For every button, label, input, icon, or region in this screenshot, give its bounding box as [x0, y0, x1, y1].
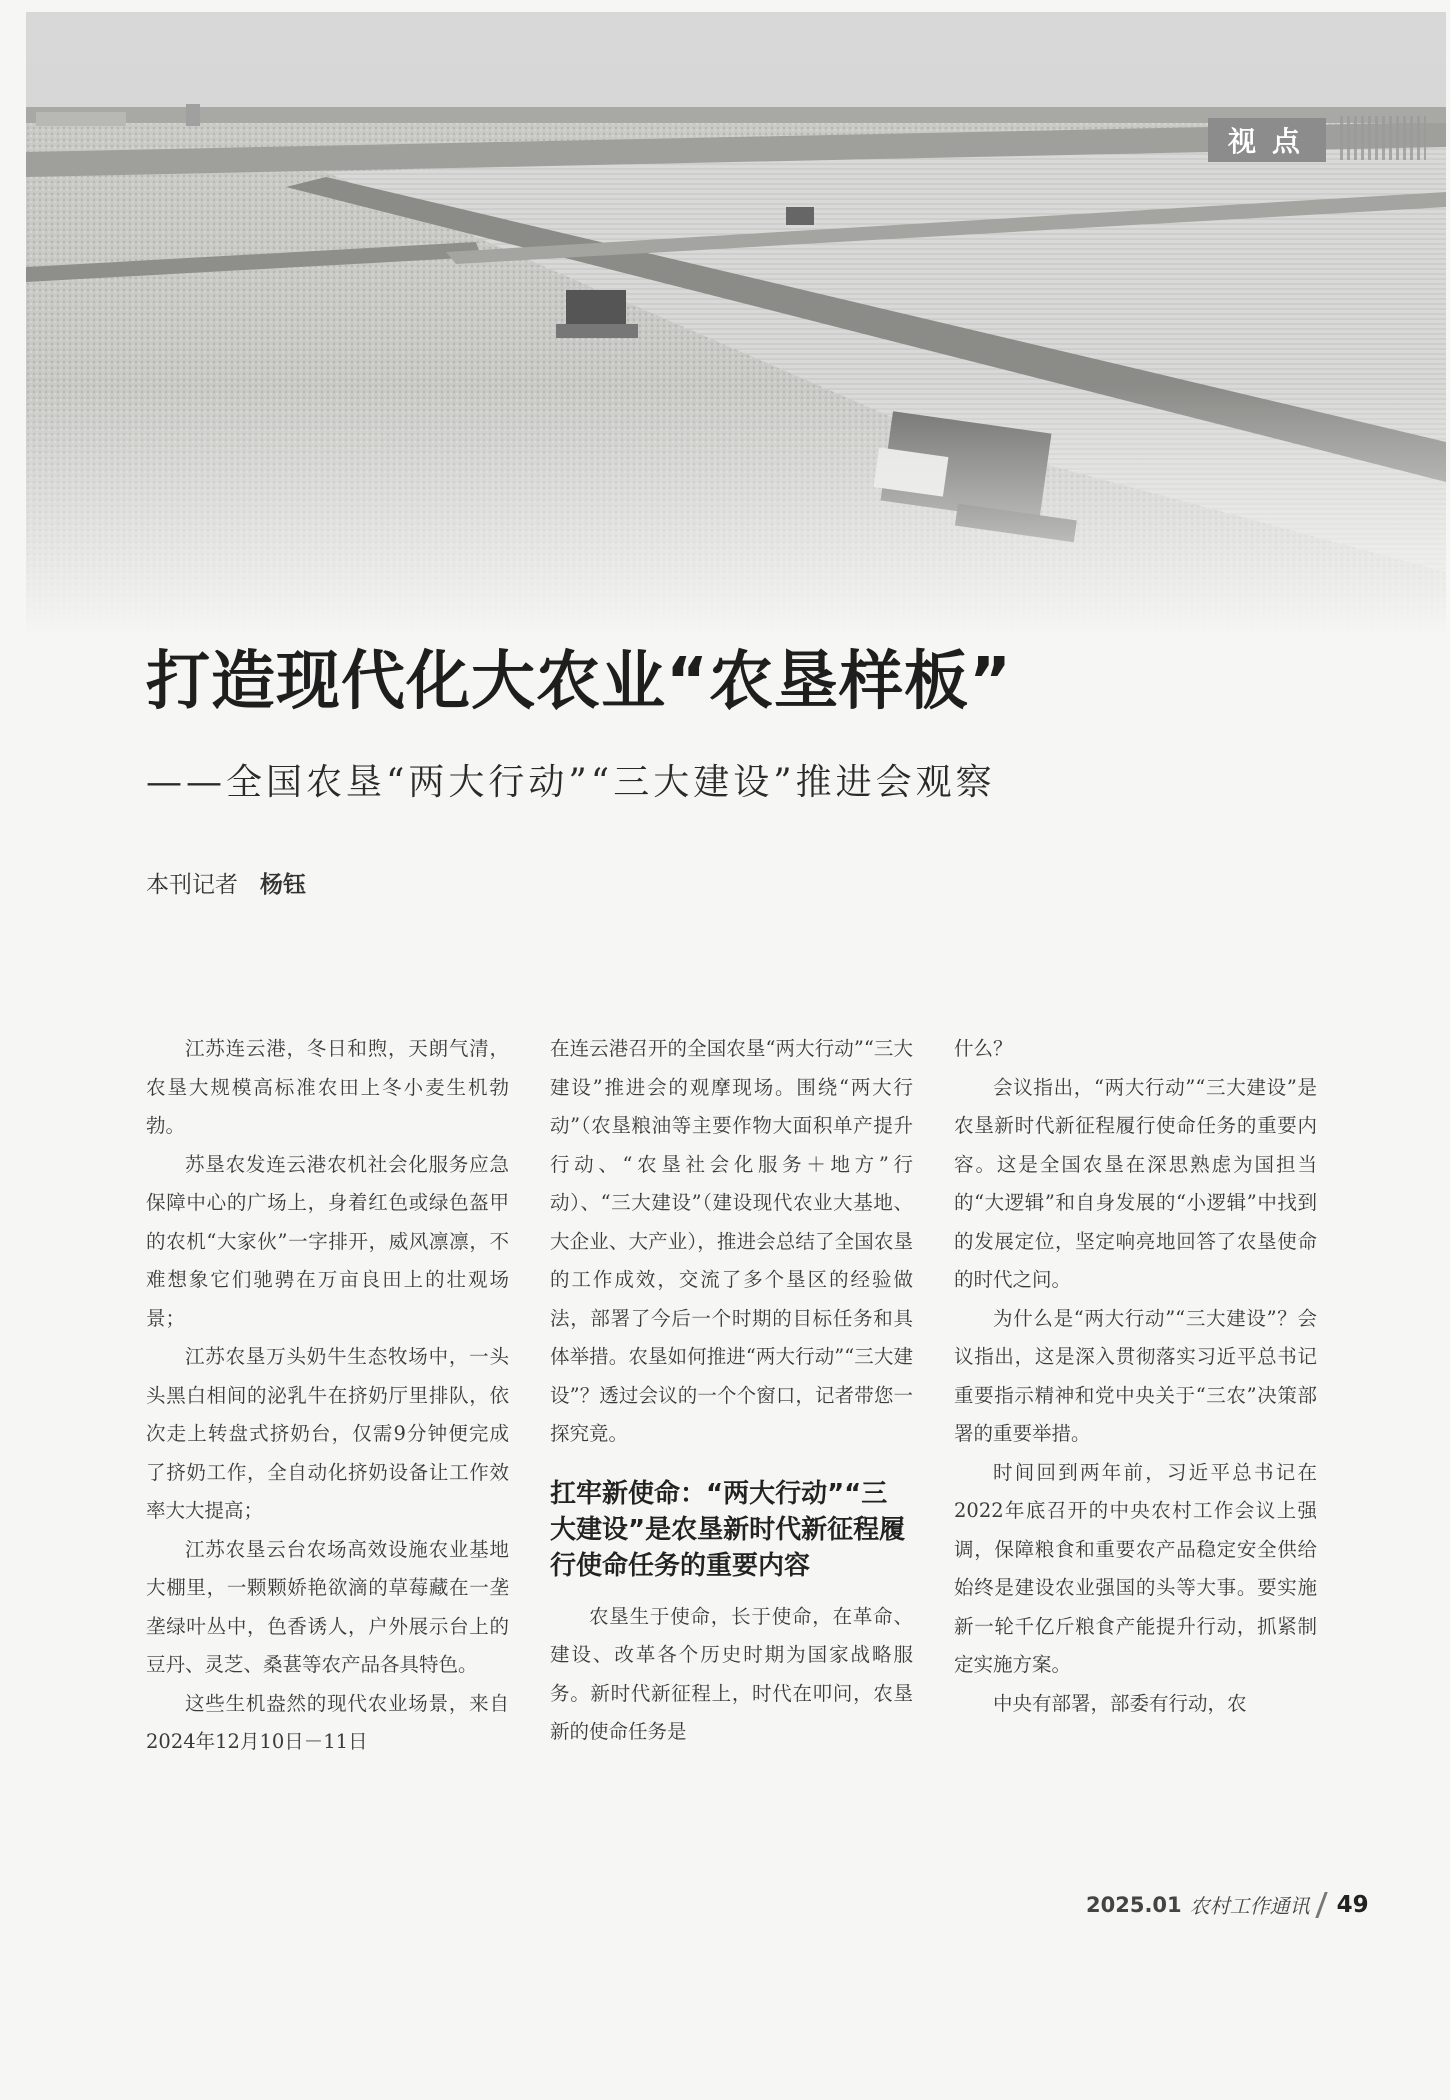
- text-column-2: [550, 1030, 913, 1752]
- byline-label: 本刊记者: [146, 872, 238, 898]
- paragraph: 什么？: [954, 1037, 1013, 1060]
- paragraph: 江苏连云港，冬日和煦，天朗气清，农垦大规模高标准农田上冬小麦生机勃勃。: [146, 1037, 509, 1137]
- paragraph: 会议指出，“两大行动”“三大建设”是农垦新时代新征程履行使命任务的重要内容。这是全国农垦在深思熟虑为国担当的“大逻辑”和自身发展的“小逻辑”中找到的发展定位，坚定响亮地回答了农垦使命的时代之问。: [954, 1075, 1317, 1291]
- byline: [146, 866, 306, 899]
- paragraph: 农垦生于使命，长于使命，在革命、建设、改革各个历史时期为国家战略服务。新时代新征程上，时代在叩问，农垦新的使命任务是: [550, 1604, 913, 1743]
- paragraph: 江苏农垦万头奶牛生态牧场中，一头头黑白相间的泌乳牛在挤奶厅里排队，依次走上转盘式挤奶台，仅需9分钟便完成了挤奶工作，全自动化挤奶设备让工作效率大大提高；: [146, 1345, 509, 1522]
- paragraph: 苏垦农发连云港农机社会化服务应急保障中心的广场上，身着红色或绿色盔甲的农机“大家伙”一字排开，威风凛凛，不难想象它们驰骋在万亩良田上的壮观场景；: [146, 1152, 509, 1330]
- author-name: 杨钰: [260, 872, 306, 898]
- badge-decoration: [1340, 116, 1426, 160]
- paragraph: 在连云港召开的全国农垦“两大行动”“三大建设”推进会的观摩现场。围绕“两大行动”（农垦粮油等主要作物大面积单产提升行动、“农垦社会化服务＋地方”行动）、“三大建设”（建设现代农业大基地、大企业、大产业），推进会总结了全国农垦的工作成效，交流了多个垦区的经验做法，部署了今后一个时期的目标任务和具体举措。农垦如何推进“两大行动”“三大建设”？透过会议的一个个窗口，记者带您一探究竟。: [550, 1037, 913, 1445]
- paragraph: 江苏农垦云台农场高效设施农业基地大棚里，一颗颗娇艳欲滴的草莓藏在一垄垄绿叶丛中，色香诱人，户外展示台上的豆丹、灵芝、桑葚等农产品各具特色。: [146, 1537, 509, 1676]
- article-subtitle: ——全国农垦“两大行动”“三大建设”推进会观察: [146, 762, 996, 803]
- paragraph: 这些生机盎然的现代农业场景，来自2024年12月10日－11日: [146, 1691, 509, 1753]
- text-column-3: [954, 1030, 1317, 1723]
- magazine-logo: 农村工作通讯: [1189, 1894, 1310, 1918]
- issue-date: 2025.01: [1086, 1892, 1182, 1917]
- paragraph: 中央有部署，部委有行动，农: [993, 1691, 1247, 1715]
- section-badge: 视点: [1208, 118, 1326, 162]
- paragraph: 时间回到两年前，习近平总书记在2022年底召开的中央农村工作会议上强调，保障粮食和重要农产品稳定安全供给始终是建设农业强国的头等大事。要实施新一轮千亿斤粮食产能提升行动，抓紧制定实施方案。: [954, 1460, 1317, 1676]
- page-number: 49: [1336, 1891, 1369, 1918]
- hero-photo: [26, 12, 1446, 692]
- paragraph: 为什么是“两大行动”“三大建设”？会议指出，这是深入贯彻落实习近平总书记重要指示精神和党中央关于“三农”决策部署的重要举措。: [954, 1306, 1317, 1445]
- text-column-1: [146, 1030, 509, 1762]
- section-heading: 扛牢新使命：“两大行动”“三大建设”是农垦新时代新征程履行使命任务的重要内容: [550, 1478, 906, 1581]
- footer-divider: [1315, 1892, 1327, 1918]
- page-footer: [1086, 1890, 1369, 1919]
- article-title: 打造现代化大农业“农垦样板”: [146, 645, 1013, 719]
